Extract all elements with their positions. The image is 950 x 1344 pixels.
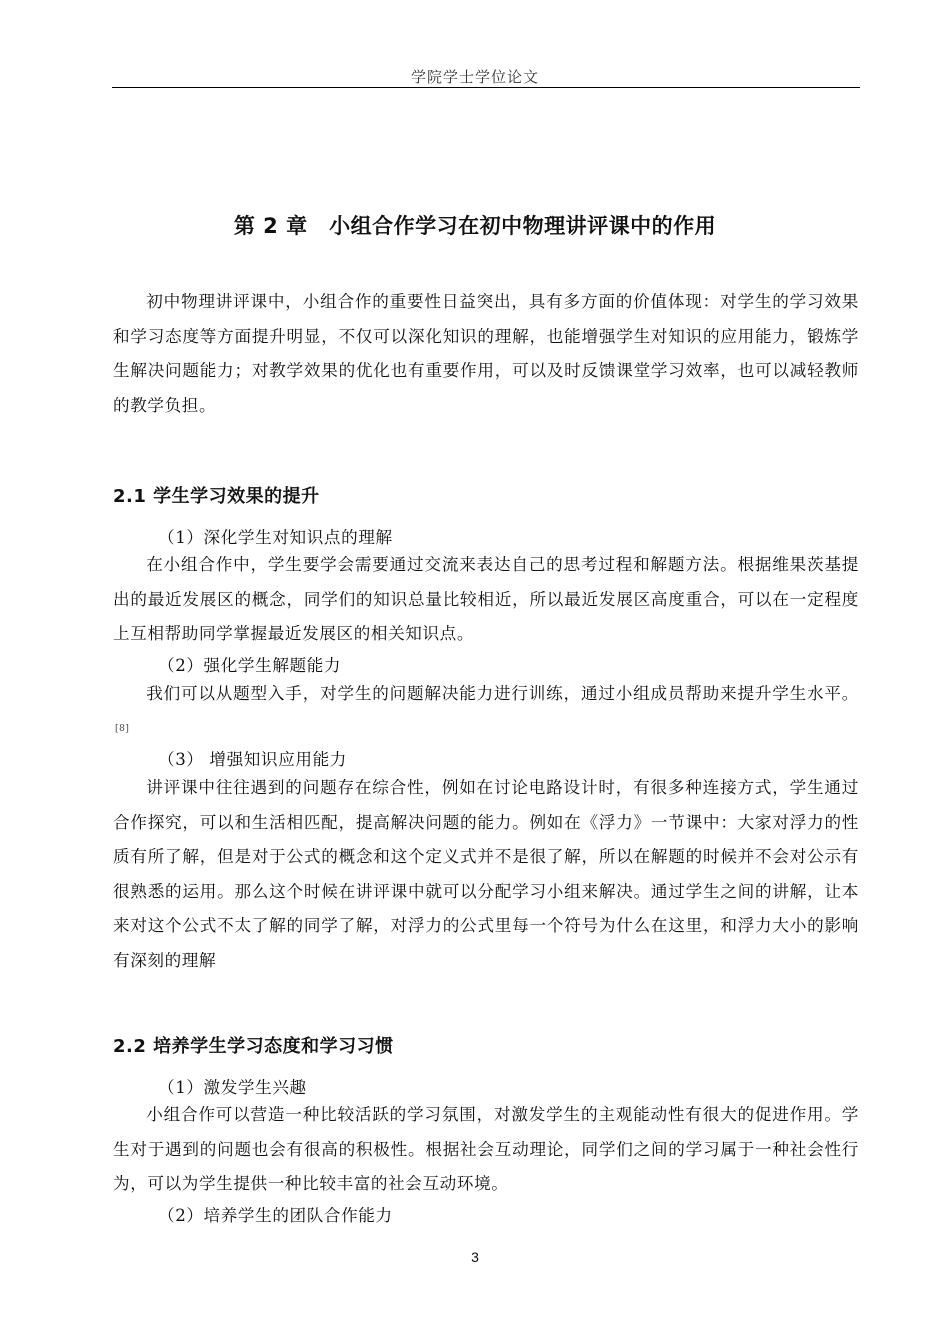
- subsection-1-3: （3） 增强知识应用能力: [158, 750, 347, 769]
- running-header: 学院学士学位论文: [410, 68, 539, 86]
- header-rule: [112, 87, 860, 88]
- paragraph-deepen-understanding: 在小组合作中，学生要学会需要通过交流来表达自己的思考过程和解题方法。根据维果茨基提出的最近发展区的概念，同学们的知识总量比较相近，所以最近发展区高度重合，可以在一定程度上互相帮助同学掌握最近发展区的相关知识点。: [113, 555, 859, 643]
- paragraph-stimulate-interest: 小组合作可以营造一种比较活跃的学习氛围，对激发学生的主观能动性有很大的促进作用。学生对于遇到的问题也会有很高的积极性。根据社会互动理论，同学们之间的学习属于一种社会性行为，可以为学生提供一种比较丰富的社会互动环境。: [113, 1105, 859, 1193]
- paragraph-problem-solving: [113, 677, 859, 752]
- citation-ref: [8]: [115, 723, 130, 734]
- subsection-1-1: （1）深化学生对知识点的理解: [158, 528, 393, 547]
- intro-paragraph: 初中物理讲评课中，小组合作的重要性日益突出，具有多方面的价值体现：对学生的学习效果和学习态度等方面提升明显，不仅可以深化知识的理解，也能增强学生对知识的应用能力，锻炼学生解决问题能力；对教学效果的优化也有重要作用，可以及时反馈课堂学习效率，也可以减轻教师的教学负担。: [113, 292, 859, 415]
- subsection-2-2: （2）培养学生的团队合作能力: [158, 1206, 393, 1225]
- subsection-2-1: （1）激发学生兴趣: [158, 1078, 307, 1097]
- page-number: 3: [471, 1249, 479, 1265]
- paragraph-knowledge-application: 讲评课中往往遇到的问题存在综合性，例如在讨论电路设计时，有很多种连接方式，学生通过合作探究，可以和生活相匹配，提高解决问题的能力。例如在《浮力》一节课中：大家对浮力的性质有所了解，但是对于公式的概念和这个定义式并不是很了解，所以在解题的时候并不会对公示有很熟悉的运用。那么这个时候在讲评课中就可以分配学习小组来解决。通过学生之间的讲解，让本来对这个公式不太了解的同学了解，对浮力的公式里每一个符号为什么在这里，和浮力大小的影响有深刻的理解: [113, 778, 859, 970]
- section-2-1-title: 2.1 学生学习效果的提升: [113, 486, 320, 507]
- chapter-title: 第 2 章 小组合作学习在初中物理讲评课中的作用: [233, 214, 717, 238]
- paragraph-problem-solving-text: 我们可以从题型入手，对学生的问题解决能力进行训练，通过小组成员帮助来提升学生水平。: [146, 684, 859, 703]
- subsection-1-2: （2）强化学生解题能力: [158, 656, 342, 675]
- section-2-2-title: 2.2 培养学生学习态度和学习习惯: [113, 1036, 394, 1057]
